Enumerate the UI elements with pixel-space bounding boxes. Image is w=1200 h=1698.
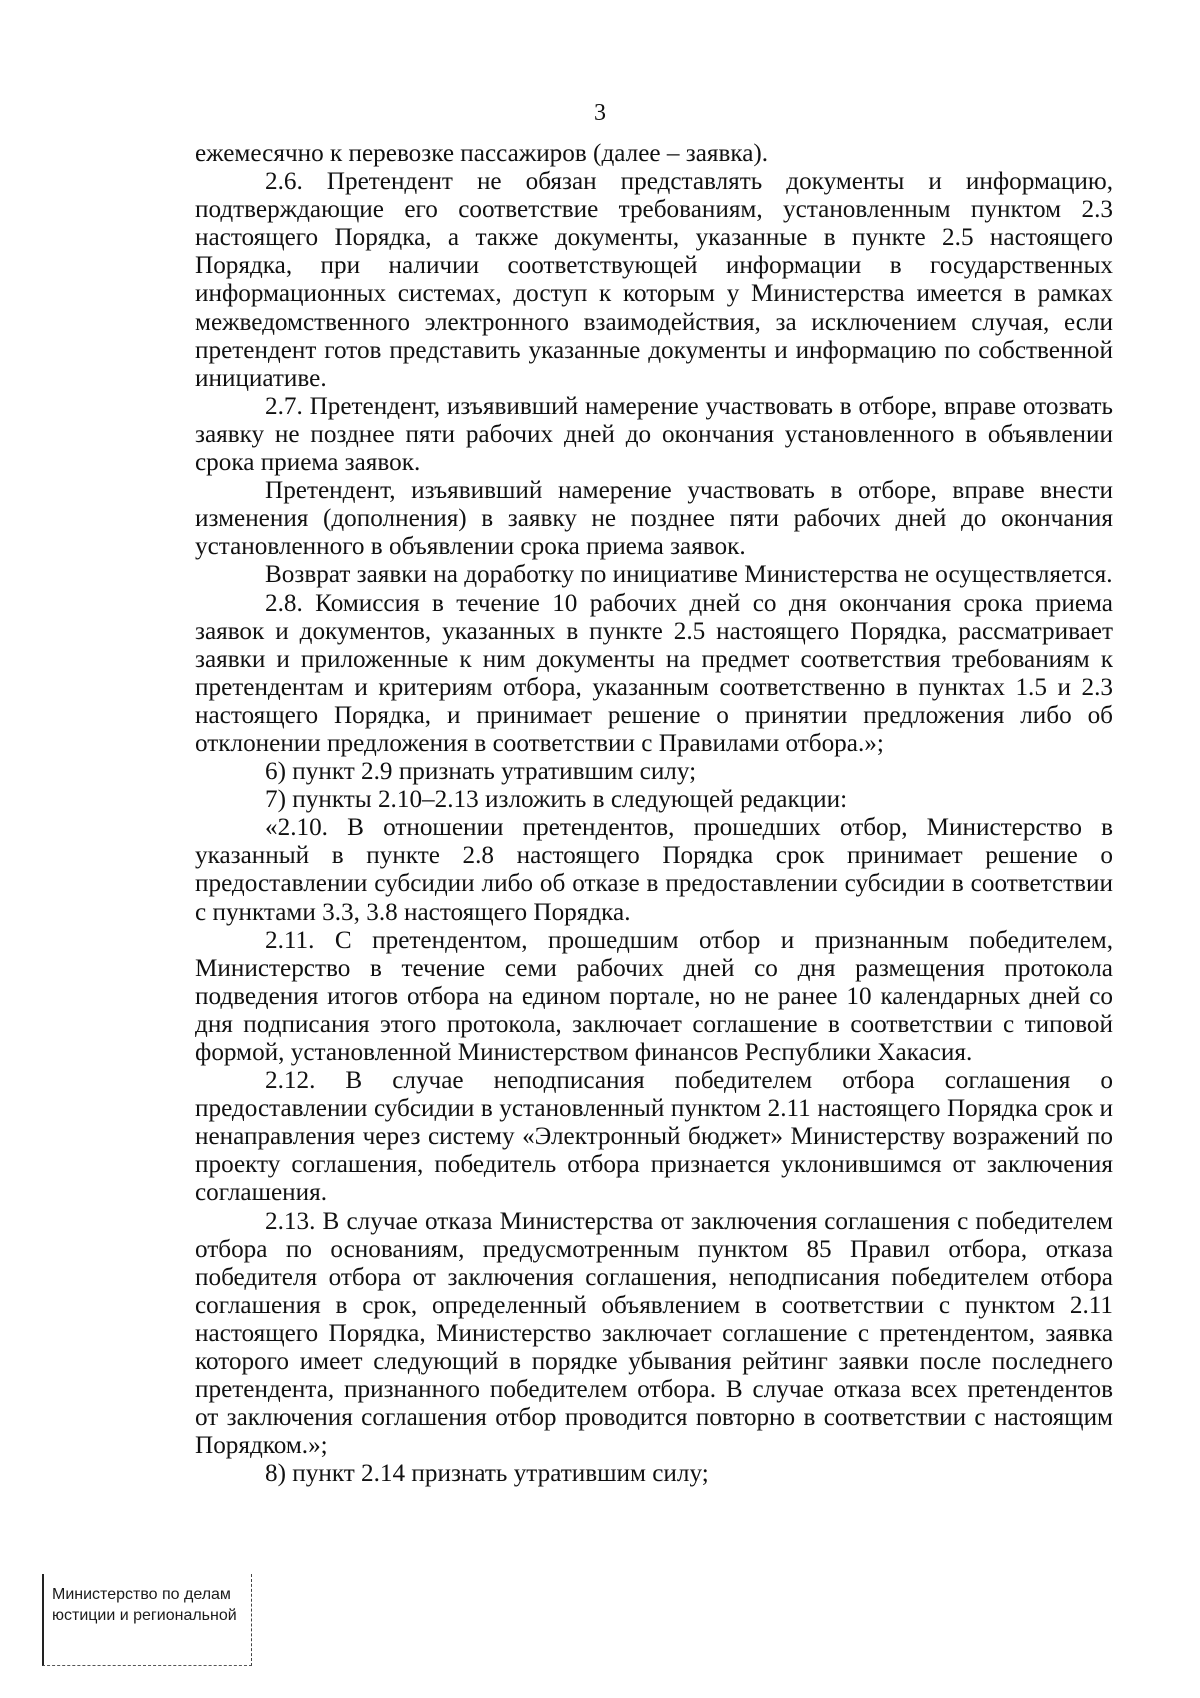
item-8: 8) пункт 2.14 признать утратившим силу; [265,1460,709,1488]
paragraph-2-11: 2.11. С претендентом, прошедшим отбор и признанным победителем, Министерство в течение семи рабочих дней со дня размещения протокола подведения итогов отбора на едином портале, но не ранее 10 календарных дней со дня подписания этого протокола, заключает соглашение в соответствии с типовой формой, установленной Министерством финансов Республики Хакасия. [195,926,1113,1066]
paragraph-2-13: 2.13. В случае отказа Министерства от заключения соглашения с победителем отбора по основаниям, предусмотренным пунктом 85 Правил отбора, отказа победителя отбора от заключения соглашения, неподписания победителем отбора соглашения в срок, определенный объявлением в соответствии с пунктом 2.11 настоящего Порядка, Министерство заключает соглашение с претендентом, заявка которого имеет следующий в порядке убывания рейтинг заявки после последнего претендента, признанного победителем отбора. В случае отказа всех претендентов от заключения соглашения отбор проводится повторно в соответствии с настоящим Порядком.»; [195,1207,1113,1460]
paragraph-2-12: 2.12. В случае неподписания победителем отбора соглашения о предоставлении субсидии в установленный пунктом 2.11 настоящего Порядка срок и ненаправления через систему «Электронный бюджет» Министерству возражений по проекту соглашения, победитель отбора признается уклонившимся от заключения соглашения. [195,1067,1113,1207]
paragraph-2-7-return: Возврат заявки на доработку по инициативе Министерства не осуществляется. [265,561,1113,589]
document-body [195,140,1113,1489]
page-number: 3 [594,100,606,126]
ministry-stamp [42,1574,252,1666]
stamp-line-1: Министерство по делам [52,1586,231,1603]
paragraph-2-10: «2.10. В отношении претендентов, прошедших отбор, Министерство в указанный в пункте 2.8 настоящего Порядка срок принимает решение о предоставлении субсидии либо об отказе в предоставлении субсидии в соответствии с пунктами 3.3, 3.8 настоящего Порядка. [195,814,1113,926]
paragraph-2-8: 2.8. Комиссия в течение 10 рабочих дней со дня окончания срока приема заявок и документов, указанных в пункте 2.5 настоящего Порядка, рассматривает заявки и приложенные к ним документы на предмет соответствия требованиям к претендентам и критериям отбора, указанным соответственно в пунктах 1.5 и 2.3 настоящего Порядка, и принимает решение о принятии предложения либо об отклонении предложения в соответствии с Правилами отбора.»; [195,589,1113,757]
paragraph-2-6: 2.6. Претендент не обязан представлять документы и информацию, подтверждающие его соответствие требованиям, установленным пунктом 2.3 настоящего Порядка, а также документы, указанные в пункте 2.5 настоящего Порядка, при наличии соответствующей информации в государственных информационных системах, доступ к которым у Министерства имеется в рамках межведомственного электронного взаимодействия, за исключением случая, если претендент готов представить указанные документы и информацию по собственной инициативе. [195,168,1113,392]
paragraph-2-7-amendments: Претендент, изъявивший намерение участвовать в отборе, вправе внести изменения (дополнения) в заявку не позднее пяти рабочих дней до окончания установленного в объявлении срока приема заявок. [195,477,1113,561]
item-7: 7) пункты 2.10–2.13 изложить в следующей редакции: [265,786,848,814]
item-6: 6) пункт 2.9 признать утратившим силу; [265,758,697,786]
stamp-line-2: юстиции и региональной [52,1607,237,1624]
paragraph-continuation: ежемесячно к перевозке пассажиров (далее – заявка). [195,140,769,167]
paragraph-2-7: 2.7. Претендент, изъявивший намерение участвовать в отборе, вправе отозвать заявку не позднее пяти рабочих дней до окончания установленного в объявлении срока приема заявок. [195,392,1113,477]
